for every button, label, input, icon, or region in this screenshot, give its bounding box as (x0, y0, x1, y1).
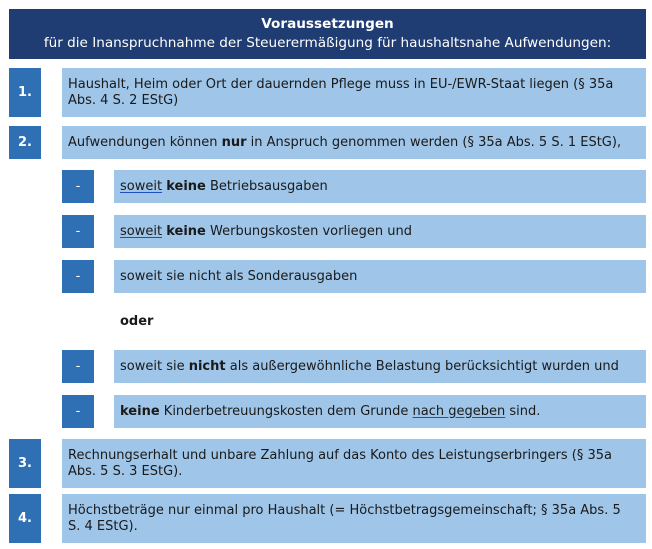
page-title: Voraussetzungen (261, 16, 394, 32)
subitem-2-text: soweit keine Werbungskosten vorliegen und (120, 223, 413, 239)
item-number-2: 2. (9, 126, 41, 159)
item-4-text: Höchstbeträge nur einmal pro Haushalt (= Höchstbetragsgemeinschaft; § 35a Abs. 5 S. 4 EStG). (68, 502, 625, 534)
item-number-4: 4. (9, 494, 41, 543)
item-2-text: Aufwendungen können nur in Anspruch genommen werden (§ 35a Abs. 5 S. 1 EStG), (68, 134, 622, 150)
subitem-marker-1: - (62, 170, 94, 203)
item-1 (62, 68, 646, 117)
connector-or (114, 305, 646, 338)
subitem-3 (114, 260, 646, 293)
subitem-5-text: keine Kinderbetreuungskosten dem Grunde nach gegeben sind. (120, 403, 541, 419)
subitem-marker-5: - (62, 395, 94, 428)
page-subtitle: für die Inanspruchnahme der Steuerermäßigung für haushaltsnahe Aufwendungen: (43, 35, 612, 51)
item-number-1: 1. (9, 68, 41, 117)
subitem-5 (114, 395, 646, 428)
item-1-text: Haushalt, Heim oder Ort der dauernden Pflege muss in EU-/EWR-Staat liegen (§ 35a Abs. 4 S. 2 EStG) (68, 76, 618, 108)
subitem-2 (114, 215, 646, 248)
item-number-3: 3. (9, 439, 41, 488)
item-4 (62, 494, 646, 543)
subitem-3-text: soweit sie nicht als Sonderausgaben (120, 268, 358, 284)
item-3 (62, 439, 646, 488)
subitem-marker-3: - (62, 260, 94, 293)
item-3-text: Rechnungserhalt und unbare Zahlung auf das Konto des Leistungserbringers (§ 35a Abs. 5 S. 3 EStG). (68, 447, 617, 479)
subitem-1-text: soweit keine Betriebsausgaben (120, 178, 328, 194)
connector-or-text: oder (120, 313, 154, 329)
item-2 (62, 126, 646, 159)
subitem-1 (114, 170, 646, 203)
subitem-4 (114, 350, 646, 383)
header-banner (9, 9, 646, 59)
subitem-4-text: soweit sie nicht als außergewöhnliche Belastung berücksichtigt wurden und (120, 358, 619, 374)
subitem-marker-4: - (62, 350, 94, 383)
subitem-marker-2: - (62, 215, 94, 248)
